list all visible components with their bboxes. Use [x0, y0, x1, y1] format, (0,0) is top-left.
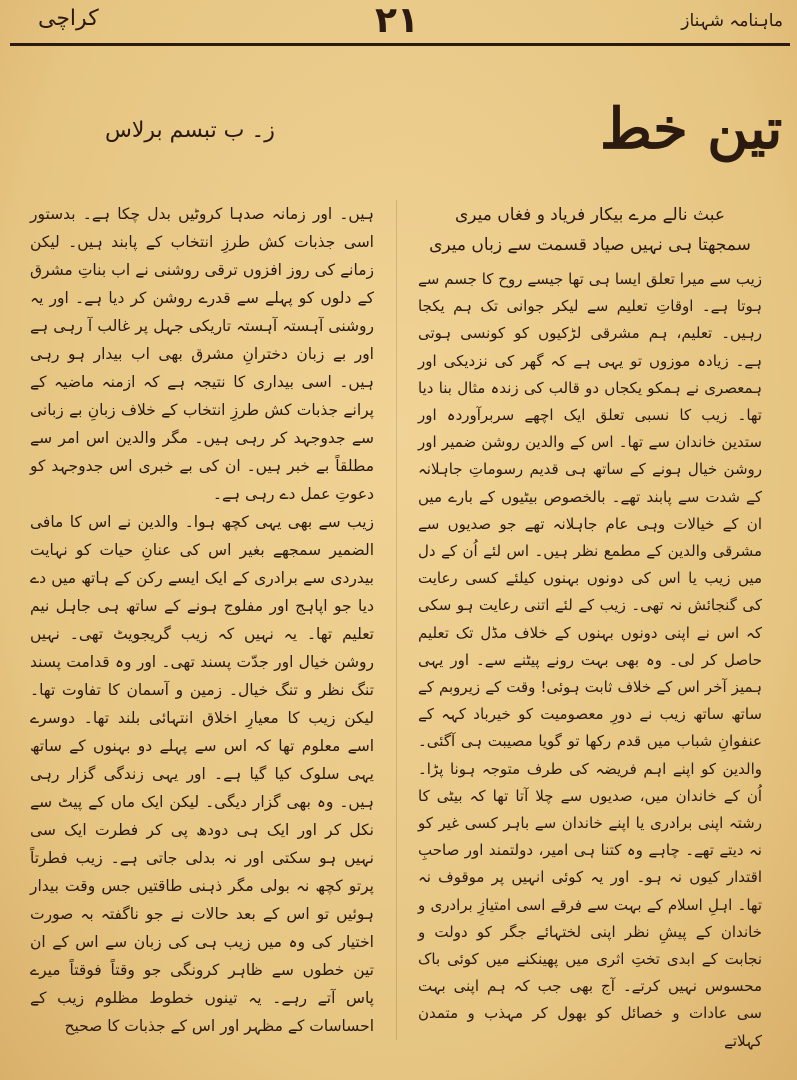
couplet-line-2: سمجھتا ہی نہیں صیاد قسمت سے زباں میری — [429, 235, 751, 255]
left-column-paragraph-2: زیب سے بھی یہی کچھ ہوا۔ والدین نے اس کا مافی الضمیر سمجھے بغیر اس کی عنانِ حیات کو نہایت بیدردی سے برادری کے ایک ایسے رکن کے ہاتھ میں دے دیا جو اپاہج اور مفلوج ہونے کے ساتھ ہی جاہل نیم تعلیم تھا۔ یہ نہیں کہ زیب گریجویٹ تھی۔ نہیں روشن خیال اور جدّت پسند تھی۔ اور وہ قدامت پسند تنگ نظر و تنگ خیال۔ زمین و آسمان کا تفاوت تھا۔ لیکن زیب کا معیارِ اخلاق انتہائی بلند تھا۔ دوسرے اسے معلوم تھا کہ اس سے پہلے دو بہنوں کے ساتھ یہی سلوک کیا گیا ہے۔ اور یہی زندگی گزار رہی ہیں۔ وہ بھی گزار دیگی۔ لیکن ایک ماں کے پیٹ سے نکل کر اور ایک ہی دودھ پی کر فطرت ایک سی نہیں ہو سکتی اور نہ بدلی جاتی ہے۔ زیب فطرتاً پرتو کچھ نہ بولی مگر ذہنی طاقتیں جس وقت بیدار ہوئیں تو اس کے بعد حالات نے جو ناگفتہ بہ صورت اختیار کی وہ میں زیب ہی کی زبان سے اس کے ان تین خطوں سے ظاہر کرونگی جو وقتاً فوقتاً میرے پاس آتے رہے۔ یہ تینوں خطوط مظلوم زیب کے احساسات کے مظہر اور اس کے جذبات کا صحیح — [30, 513, 374, 1035]
page-header — [0, 0, 797, 44]
header-magazine-name: ماہنامہ شہناز — [681, 11, 783, 31]
article-title: تین خط — [600, 96, 783, 162]
left-column-paragraph-1: ہیں۔ اور زمانہ صدہا کروٹیں بدل چکا ہے۔ بدستور اسی جذبات کش طرزِ انتخاب کے پابند ہیں۔ لیکن زمانے کی روز افزوں ترقی روشنی نے اب بناتِ مشرق کے دلوں کو پہلے سے قدرے روشن کر دیا ہے۔ اور یہ روشنی آہستہ آہستہ تاریکی جہل پر غالب آ رہی ہے اور بے زبان دخترانِ مشرق بھی اب بیدار ہو رہی ہیں۔ اسی بیداری کا نتیجہ ہے کہ ازمنہ ماضیہ کے پرانے جذبات کش طرزِ انتخاب کے خلاف زبانِ بے زبانی سے جدوجہد کر رہی ہیں۔ مگر والدین اس امر سے مطلقاً بے خبر ہیں۔ ان کی بے خبری اس جدوجہد کو دعوتِ عمل دے رہی ہے۔ — [30, 205, 374, 503]
couplet-line-1: عبث نالے مرے بیکار فریاد و فغاں میری — [454, 205, 726, 225]
right-column-body: زیب سے میرا تعلق ایسا ہی تھا جیسے روح کا جسم سے ہوتا ہے۔ اوقاتِ تعلیم سے لیکر جوانی تک ہم یکجا رہیں۔ تعلیم، ہم مشرقی لڑکیوں کو کونسی ہوتی ہے۔ زیادہ موزوں تو یہی ہے کہ گھر کی نزدیکی اور ہمعصری نے ہمکو یکجاں دو قالب کی زندہ مثال بنا دیا تھا۔ زیب کا نسبی تعلق ایک اچھے سربرآوردہ اور ستدین خاندان سے تھا۔ اس کے والدین روشن ضمیر اور روشن خیال ہونے کے ساتھ ہی قدیم رسوماتِ جاہلانہ کے شدت سے پابند تھے۔ بالخصوص بیٹیوں کے بارے میں ان کے خیالات وہی عام جاہلانہ تھے جو صدیوں سے مشرقی والدین کے مطمع نظر ہیں۔ اس لئے اُن کے دل میں زیب یا اس کی دونوں بہنوں کیلئے کسی رعایت کی گنجائش نہ تھی۔ زیب کے لئے اتنی رعایت ہو سکی کہ اس نے اپنی دونوں بہنوں کے خلاف مڈل تک تعلیم حاصل کر لی۔ وہ بھی بہت رونے پیٹنے سے۔ اور یہی ہمیز آخر اس کے خلاف ثابت ہوئی! وقت کے زیروبم کے ساتھ ساتھ زیب نے دورِ معصومیت کو خیرباد کہہ کے عنفوانِ شباب میں قدم رکھا تو گویا مصیبت ہی آگئی۔ والدین کو اپنے اہم فریضہ کی طرف متوجہ ہونا پڑا۔ اُن کے خاندان میں، صدیوں سے چلا آتا تھا کہ بیٹی کا رشتہ اپنی برادری یا اپنے خاندان سے باہر کسی غیر کو نہ دیتے تھے۔ چاہے وہ کتنا ہی امیر، دولتمند اور صاحبِ اقتدار کیوں نہ ہو۔ اور یہ کوئی انہیں پر موقوف نہ تھا۔ اہلِ اسلام کے بہت سے فرقے اسی امتیازِ برادری و خاندان کے پیشِ نظر اپنی لختہائے جگر کو دولت و نجابت کے ابدی تختِ اثری میں پھینکنے میں کوئی باک محسوس نہیں کرتے۔ آج بھی جب کہ ہم اپنی بہت سی عادات و خصائل کو بھول کر مہذب و متمدن کہلاتے — [418, 270, 762, 1050]
column-divider — [396, 200, 397, 1040]
article-author: ز۔ ب تبسم برلاس — [105, 118, 275, 143]
right-column — [418, 200, 762, 1055]
left-column — [30, 200, 374, 1040]
opening-couplet — [418, 200, 762, 260]
page-number: ۲۱ — [375, 0, 419, 41]
header-rule — [10, 43, 790, 46]
header-city: کراچی — [38, 6, 99, 31]
